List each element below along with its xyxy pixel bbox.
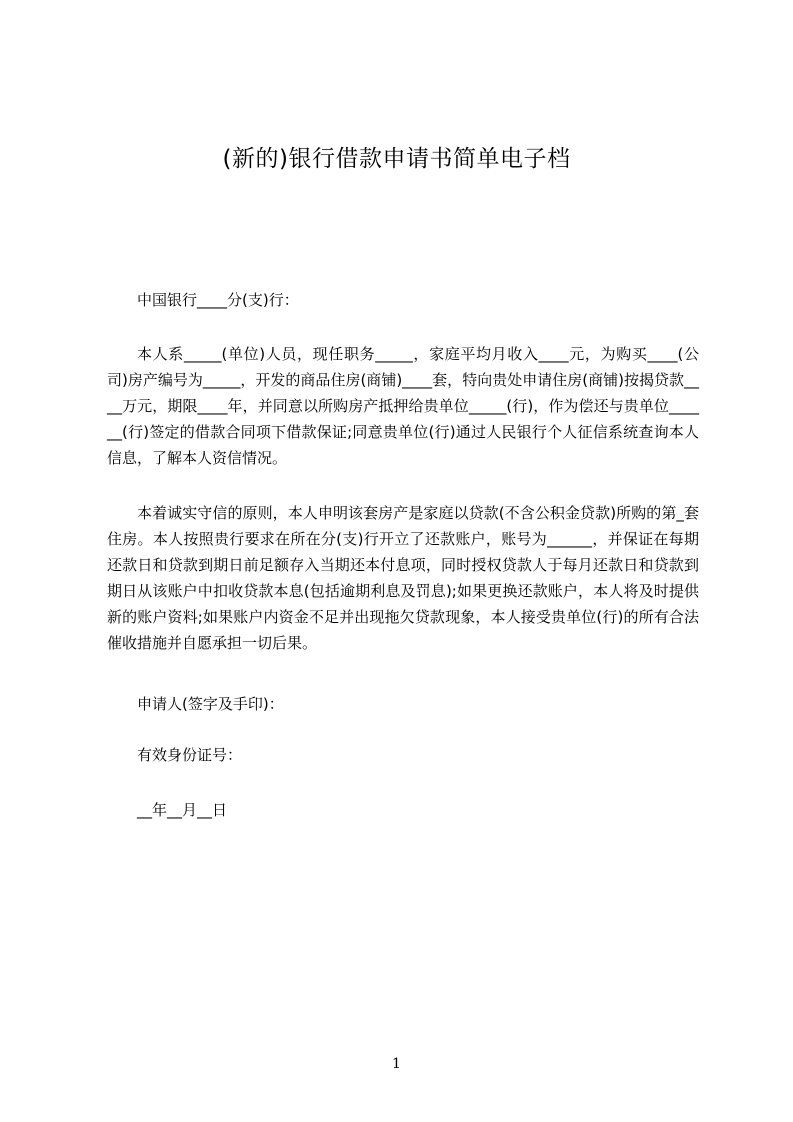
paragraph-application [107, 341, 699, 471]
document-title: (新的)银行借款申请书简单电子档 [222, 146, 571, 172]
page-number: 1 [392, 1056, 401, 1072]
addressee-line: 中国银行____分(支)行： [137, 291, 299, 309]
date-line: __年__月__日 [137, 801, 228, 819]
paragraph-text: 本人系_____(单位)人员，现任职务_____，家庭平均月收入____元，为购买____(公司)房产编号为_____，开发的商品住房(商铺)____套，特向贵处申请住房(商铺)按揭贷款____万元，期限____年，并同意以所购房产抵押给贵单位_____(行)，作为偿还与贵单位______(行)签定的借款合同项下借款保证;同意贵单位(行)通过人民银行个人征信系统查询本人信息，了解本人资信情况。 [107, 345, 699, 467]
id-number-label: 有效身份证号： [137, 746, 243, 764]
signature-label: 申请人(签字及手印)： [137, 695, 284, 713]
paragraph-text: 本着诚实守信的原则，本人申明该套房产是家庭以贷款(不含公积金贷款)所购的第_套住房。本人按照贵行要求在所在分(支)行开立了还款账户，账号为______，并保证在每期还款日和贷款到期日前足额存入当期还本付息项，同时授权贷款人于每月还款日和贷款到期日从该账户中扣收贷款本息(包括逾期利息及罚息);如果更换还款账户，本人将及时提供新的账户资料;如果账户内资金不足并出现拖欠贷款现象，本人接受贵单位(行)的所有合法催收措施并自愿承担一切后果。 [107, 504, 699, 652]
paragraph-declaration [107, 500, 699, 656]
